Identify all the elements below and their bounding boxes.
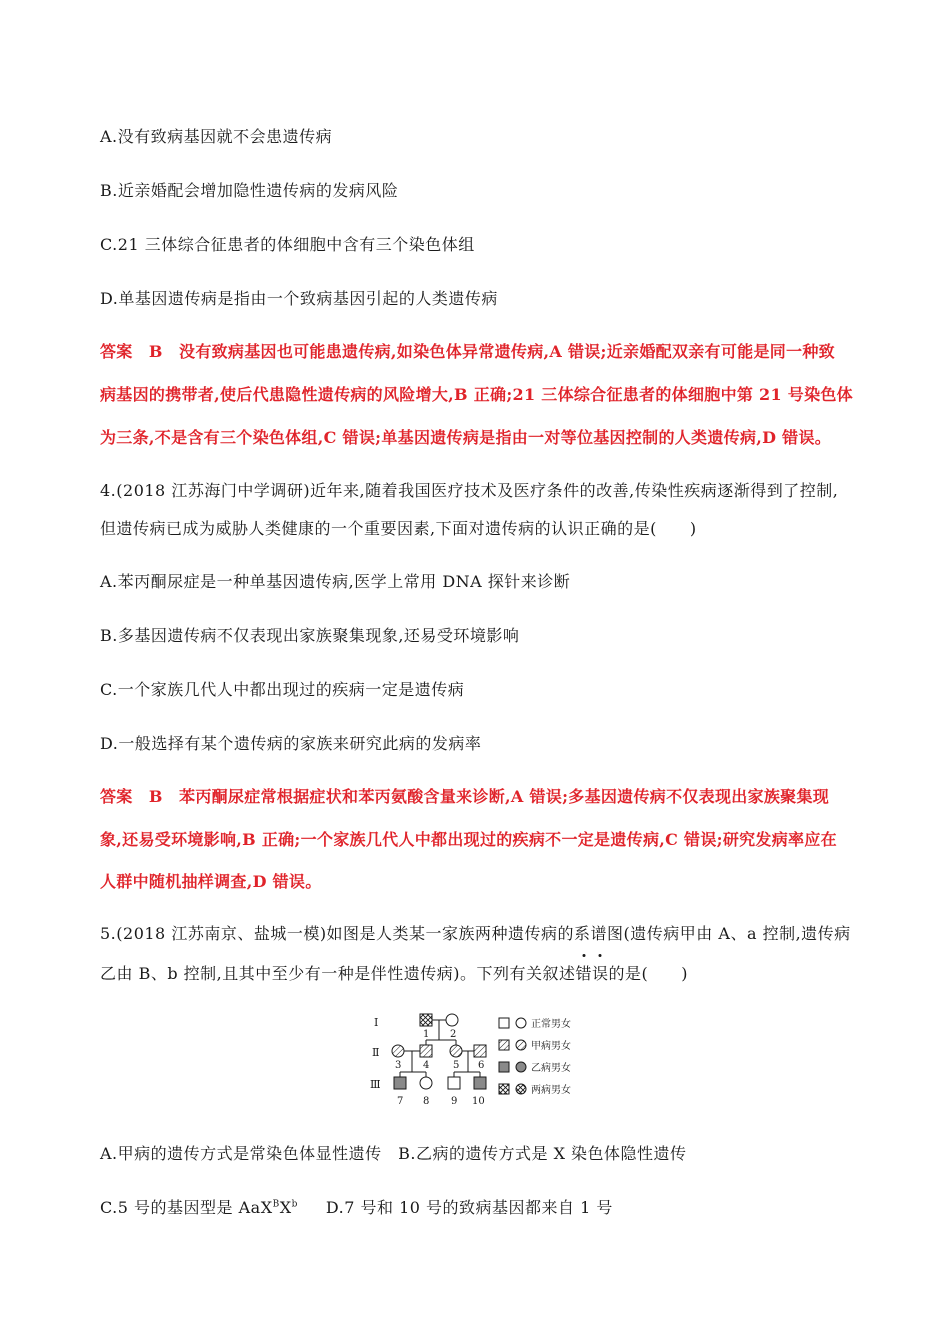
- legend-normal-male-icon: [499, 1018, 509, 1028]
- individual-1-male-both-diseases: [420, 1014, 432, 1026]
- label-individual-3: 3: [395, 1060, 402, 1071]
- generation-label-1: Ⅰ: [374, 1016, 379, 1029]
- label-individual-8: 8: [423, 1096, 430, 1107]
- q4-option-c: C.一个家族几代人中都出现过的疾病一定是遗传病: [100, 680, 465, 699]
- legend-disease-a-male-icon: [499, 1040, 509, 1050]
- label-individual-5: 5: [453, 1060, 460, 1071]
- q5-stem-line-2-pre: 乙由 B、b 控制,且其中至少有一种是伴性遗传病)。下列有关叙述: [100, 964, 576, 983]
- individual-7-male-disease-b: [394, 1077, 406, 1089]
- individual-2-female-normal: [446, 1014, 458, 1026]
- q5-option-c: C.5 号的基因型是 $AaX^BX^b$: [100, 1198, 298, 1217]
- label-individual-7: 7: [397, 1096, 404, 1107]
- individual-6-male-disease-a: [474, 1045, 486, 1057]
- q3-option-a: A.没有致病基因就不会患遗传病: [100, 127, 333, 146]
- q3-option-d: D.单基因遗传病是指由一个致病基因引起的人类遗传病: [100, 289, 498, 308]
- q5-options-cd: [100, 1197, 613, 1219]
- q4-answer-line-2: 象,还易受环境影响,B 正确;一个家族几代人中都出现过的疾病不一定是遗传病,C 错误;研究发病率应在: [100, 830, 837, 849]
- pedigree-chart: [368, 1010, 593, 1110]
- legend-disease-a-female-icon: [516, 1040, 526, 1050]
- q5-option-d: D.7 号和 10 号的致病基因都来自 1 号: [325, 1198, 613, 1217]
- q5-stem-line-1: 5.(2018 江苏南京、盐城一模)如图是人类某一家族两种遗传病的系谱图(遗传病甲由 A、a 控制,遗传病: [100, 924, 851, 943]
- label-individual-2: 2: [450, 1029, 457, 1040]
- label-individual-6: 6: [478, 1060, 485, 1071]
- label-individual-9: 9: [451, 1096, 458, 1107]
- individual-8-female-normal: [420, 1077, 432, 1089]
- emphasis-dot: [599, 954, 602, 957]
- legend-normal-label: 正常男女: [531, 1019, 571, 1030]
- legend-disease-b-female-icon: [516, 1062, 526, 1072]
- pedigree-legend: [499, 1017, 571, 1096]
- q3-answer-line-2: 病基因的携带者,使后代患隐性遗传病的风险增大,B 正确;21 三体综合征患者的体细胞中第 21 号染色体: [100, 385, 853, 404]
- q3-option-b: B.近亲婚配会增加隐性遗传病的发病风险: [100, 181, 399, 200]
- q4-answer-line-3: 人群中随机抽样调查,D 错误。: [100, 872, 322, 891]
- individual-9-male-normal: [448, 1077, 460, 1089]
- q5-stem-line-2: [100, 963, 688, 985]
- emphasis-char-1: 错: [576, 963, 593, 985]
- legend-normal-female-icon: [516, 1018, 526, 1028]
- q4-option-d: D.一般选择有某个遗传病的家族来研究此病的发病率: [100, 734, 482, 753]
- q5-stem-line-2-post: 的是( ): [608, 964, 689, 983]
- individual-10-male-disease-b: [474, 1077, 486, 1089]
- emphasis-dot: [582, 954, 585, 957]
- individual-5-female-disease-a: [450, 1045, 462, 1057]
- legend-disease-b-male-icon: [499, 1062, 509, 1072]
- q5-options-ab: A.甲病的遗传方式是常染色体显性遗传 B.乙病的遗传方式是 X 染色体隐性遗传: [100, 1144, 687, 1163]
- legend-both-label: 两病男女: [531, 1085, 571, 1096]
- q3-option-c: C.21 三体综合征患者的体细胞中含有三个染色体组: [100, 235, 475, 254]
- q3-answer-line-3: 为三条,不是含有三个染色体组,C 错误;单基因遗传病是指由一对等位基因控制的人类遗传病,D 错误。: [100, 428, 832, 447]
- q4-stem-line-1: 4.(2018 江苏海门中学调研)近年来,随着我国医疗技术及医疗条件的改善,传染性疾病逐渐得到了控制,: [100, 481, 839, 500]
- individual-3-female-disease-a: [392, 1045, 404, 1057]
- generation-label-2: Ⅱ: [372, 1046, 380, 1059]
- legend-both-female-icon: [516, 1084, 526, 1094]
- legend-both-male-icon: [499, 1084, 509, 1094]
- generation-label-3: Ⅲ: [370, 1078, 381, 1091]
- label-individual-4: 4: [423, 1060, 430, 1071]
- label-individual-10: 10: [472, 1096, 485, 1107]
- emphasis-char-2: 误: [592, 963, 609, 985]
- q3-answer-line-1: 答案 B 没有致病基因也可能患遗传病,如染色体异常遗传病,A 错误;近亲婚配双亲有可能是同一种致: [100, 342, 835, 361]
- individual-4-male-disease-a: [420, 1045, 432, 1057]
- q4-answer-line-1: 答案 B 苯丙酮尿症常根据症状和苯丙氨酸含量来诊断,A 错误;多基因遗传病不仅表现出家族聚集现: [100, 787, 830, 806]
- label-individual-1: 1: [423, 1029, 430, 1040]
- q4-option-b: B.多基因遗传病不仅表现出家族聚集现象,还易受环境影响: [100, 626, 520, 645]
- legend-disease-b-label: 乙病男女: [531, 1063, 571, 1074]
- q4-option-a: A.苯丙酮尿症是一种单基因遗传病,医学上常用 DNA 探针来诊断: [100, 572, 571, 591]
- q4-stem-line-2: 但遗传病已成为威胁人类健康的一个重要因素,下面对遗传病的认识正确的是( ): [100, 519, 697, 538]
- legend-disease-a-label: 甲病男女: [531, 1041, 571, 1052]
